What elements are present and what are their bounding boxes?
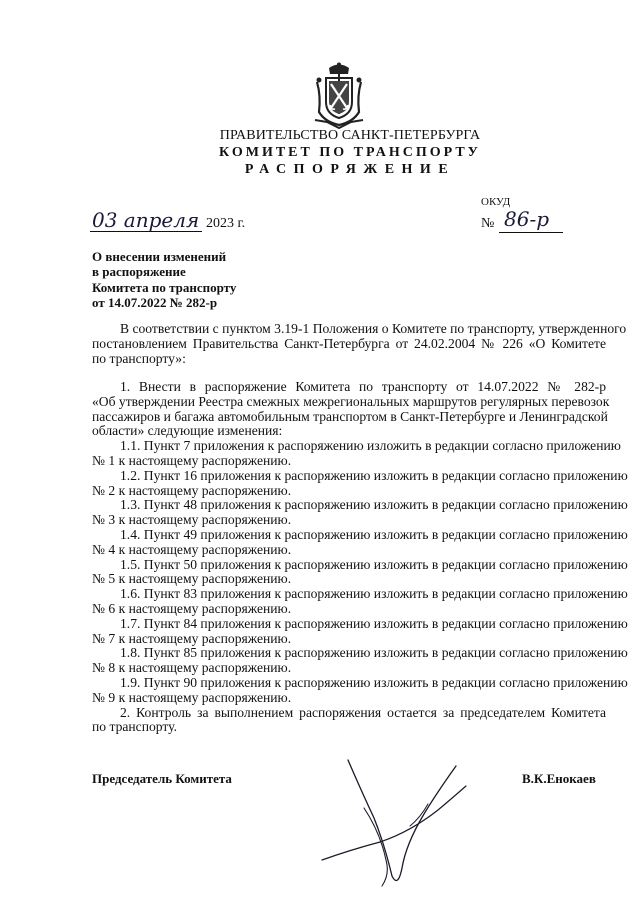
subject-line: в распоряжение [92,264,186,280]
text-line: по транспорту. [92,719,178,735]
text-line: 1.5. Пункт 50 приложения к распоряжению изложить в редакции согласно приложению [120,556,628,572]
document-subject [92,249,236,311]
subject-line: О внесении изменений [92,249,227,264]
text-line: № 8 к настоящему распоряжению. [92,660,292,676]
text-line: № 3 к настоящему распоряжению. [92,512,292,528]
handwritten-signature [320,748,470,898]
number-label: № [481,216,495,231]
handwritten-date: 03 апреля [92,208,200,232]
text-line: пассажиров и багажа автомобильным транспортом в Санкт-Петербурге и Ленинградской [92,408,608,424]
subject-line: Комитета по транспорту [92,279,237,295]
spb-coat-of-arms-icon [313,62,365,130]
text-line: № 7 к настоящему распоряжению. [92,630,292,646]
text-line: № 4 к настоящему распоряжению. [92,541,292,557]
committee-header: КОМИТЕТ ПО ТРАНСПОРТУ [219,145,481,160]
text-line: № 5 к настоящему распоряжению. [92,571,292,587]
text-line: по транспорту»: [92,350,186,366]
text-line: 1.8. Пункт 85 приложения к распоряжению изложить в редакции согласно приложению [120,645,628,661]
text-line: «Об утверждении Реестра смежных межрегиональных маршрутов регулярных перевозок [92,393,610,409]
text-line: 1.1. Пункт 7 приложения к распоряжению изложить в редакции согласно приложению [120,438,621,454]
body-text [92,379,628,735]
text-line: № 9 к настоящему распоряжению. [92,689,292,705]
handwritten-number: 86-р [504,207,550,231]
government-header: ПРАВИТЕЛЬСТВО САНКТ-ПЕТЕРБУРГА [219,128,481,143]
text-line: В соответствии с пунктом 3.19-1 Положения о Комитете по транспорту, утвержденного [120,321,627,336]
date-year: 2023 г. [206,216,246,231]
text-line: № 1 к настоящему распоряжению. [92,452,292,468]
signatory-position: Председатель Комитета [92,771,232,786]
text-line: 1.2. Пункт 16 приложения к распоряжению изложить в редакции согласно приложению [120,467,628,483]
text-line: 1.9. Пункт 90 приложения к распоряжению изложить в редакции согласно приложению [120,674,628,690]
text-line: № 2 к настоящему распоряжению. [92,482,292,498]
text-line: 1.6. Пункт 83 приложения к распоряжению изложить в редакции согласно приложению [120,586,628,602]
preamble-paragraph [92,321,627,366]
date-underline [90,231,202,232]
okud-label: ОКУД [481,196,511,208]
text-line: 1. Внести в распоряжение Комитета по транспорту от 14.07.2022 № 282-р [120,379,606,394]
signatory-name: В.К.Енокаев [522,771,596,786]
text-line: 1.3. Пункт 48 приложения к распоряжению изложить в редакции согласно приложению [120,497,628,513]
text-line: 1.4. Пункт 49 приложения к распоряжению изложить в редакции согласно приложению [120,526,628,542]
text-line: области» следующие изменения: [92,423,283,439]
text-line: 1.7. Пункт 84 приложения к распоряжению изложить в редакции согласно приложению [120,615,628,631]
number-underline [499,232,563,233]
text-line: № 6 к настоящему распоряжению. [92,600,292,616]
subject-line: от 14.07.2022 № 282-р [92,295,218,311]
text-line: 2. Контроль за выполнением распоряжения остается за председателем Комитета [120,704,606,720]
text-line: постановлением Правительства Санкт-Петербурга от 24.02.2004 № 226 «О Комитете [92,335,606,351]
document-type-header: РАСПОРЯЖЕНИЕ [244,162,456,177]
